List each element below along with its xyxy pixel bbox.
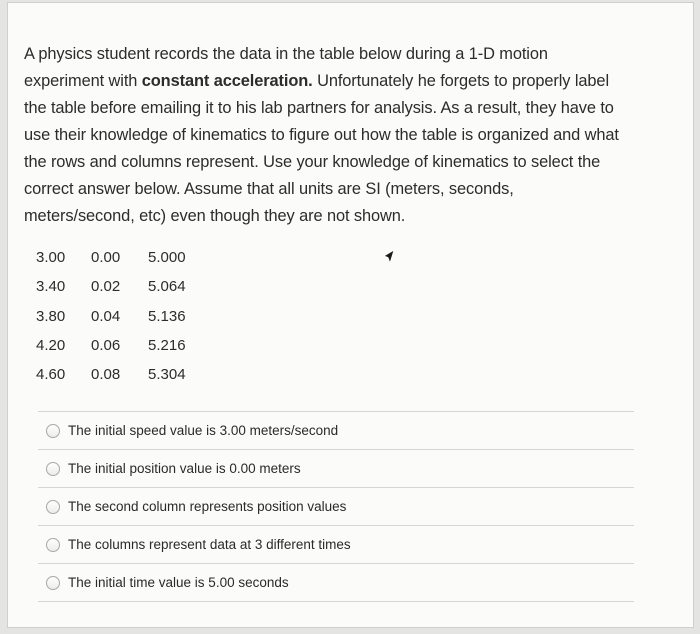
table-cell: 0.04 (91, 307, 121, 325)
table-cell: 4.60 (36, 366, 66, 384)
radio-unselected-icon[interactable] (46, 462, 60, 476)
answer-option[interactable] (38, 411, 634, 449)
answer-option-label[interactable]: The initial speed value is 3.00 meters/second (68, 423, 339, 438)
table-cell: 0.02 (91, 278, 121, 296)
mouse-pointer-icon (382, 249, 396, 265)
table-cell: 5.064 (148, 278, 186, 296)
table-cell: 3.00 (36, 249, 66, 267)
answer-options (38, 411, 634, 602)
answer-option[interactable] (38, 487, 634, 525)
table-cell: 0.06 (91, 337, 121, 355)
answer-option[interactable] (38, 563, 634, 601)
radio-unselected-icon[interactable] (46, 576, 60, 590)
bold-phrase: constant acceleration. (141, 72, 313, 90)
answer-option[interactable] (38, 449, 634, 487)
table-row (36, 272, 208, 301)
table-cell: 3.80 (36, 307, 66, 325)
table-cell: 4.20 (36, 337, 66, 355)
question-card (7, 2, 694, 628)
table-row (36, 243, 208, 272)
question-text (24, 41, 644, 230)
divider (38, 601, 634, 602)
answer-option-label[interactable]: The second column represents position values (68, 499, 347, 514)
question-line: A physics student records the data in the table below during a 1-D motion (24, 45, 548, 63)
question-line-text: Unfortunately he forgets to properly label (312, 72, 609, 90)
table-cell: 3.40 (36, 278, 66, 296)
radio-unselected-icon[interactable] (46, 424, 60, 438)
question-line: use their knowledge of kinematics to figure out how the table is organized and what (24, 126, 619, 144)
question-line (24, 68, 644, 95)
data-table (36, 243, 208, 389)
answer-option-label[interactable]: The columns represent data at 3 different times (68, 537, 351, 552)
radio-unselected-icon[interactable] (46, 538, 60, 552)
answer-option[interactable] (38, 525, 634, 563)
table-cell: 5.216 (148, 337, 186, 355)
table-row (36, 331, 208, 360)
table-cell: 5.000 (148, 249, 186, 267)
radio-unselected-icon[interactable] (46, 500, 60, 514)
question-line: correct answer below. Assume that all units are SI (meters, seconds, (24, 180, 514, 198)
question-line: the table before emailing it to his lab partners for analysis. As a result, they have to (24, 99, 614, 117)
question-line: meters/second, etc) even though they are not shown. (24, 207, 406, 225)
table-cell: 0.08 (91, 366, 121, 384)
table-cell: 0.00 (91, 249, 121, 267)
table-row (36, 360, 208, 389)
question-line-text: experiment with (24, 72, 142, 90)
table-cell: 5.304 (148, 366, 186, 384)
table-cell: 5.136 (148, 307, 186, 325)
table-row (36, 302, 208, 331)
question-line: the rows and columns represent. Use your knowledge of kinematics to select the (24, 153, 601, 171)
answer-option-label[interactable]: The initial position value is 0.00 meters (68, 461, 301, 476)
answer-option-label[interactable]: The initial time value is 5.00 seconds (68, 575, 289, 590)
